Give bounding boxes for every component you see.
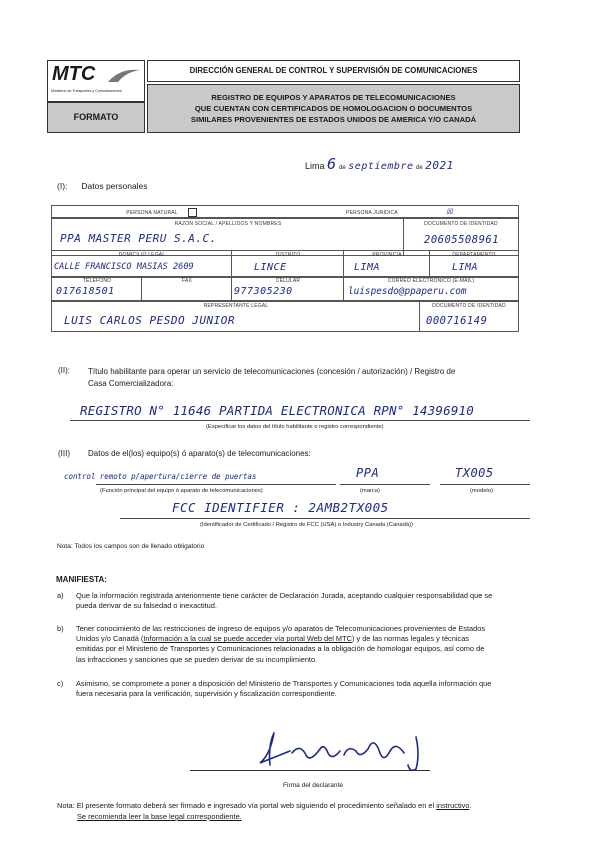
item-c-label: c)	[57, 679, 64, 688]
representante-value: LUIS CARLOS PESDO JUNIOR	[64, 314, 235, 327]
section2-value: REGISTRO N° 11646 PARTIDA ELECTRONICA RPN° 14396910	[80, 403, 475, 418]
date-month: septiembre	[348, 161, 414, 172]
contact-row	[51, 276, 519, 302]
direccion-box	[147, 60, 520, 82]
celular-value: 977305230	[234, 286, 293, 297]
portal-mtc-link[interactable]: Información a la cual se puede acceder vía portal Web del MTC	[143, 634, 352, 644]
mtc-logo: MTC	[52, 63, 96, 85]
persona-natural-checkbox[interactable]	[188, 208, 197, 217]
logo-swoosh-icon	[106, 66, 142, 84]
telefono-value: 017618501	[56, 286, 115, 297]
instructivo-link[interactable]: instructivo	[436, 801, 470, 810]
item-a-label: a)	[57, 591, 64, 600]
form-title: REGISTRO DE EQUIPOS Y APARATOS DE TELECOMUNICACIONES QUE CUENTAN CON CERTIFICADOS DE HOMOLOGACION O DOCUMENTOS SIMILARES PROVENIENTES DE ESTADOS UNIDOS DE AMERICA Y/O CANADÁ	[190, 93, 477, 124]
item-c-text: Asimismo, se compromete a poner a disposición del Ministerio de Transportes y Comunicaciones toda aquella información que fuera necesaria para la verificación, supervisión y fiscalización correspondiente.	[76, 679, 492, 699]
section3-text: Datos de el(los) equipo(s) ó aparato(s) de telecomunicaciones:	[88, 449, 311, 458]
base-legal-link[interactable]: Se recomienda leer la base legal correspondiente.	[77, 812, 242, 821]
fcc-value: FCC IDENTIFIER : 2AMB2TX005	[172, 500, 389, 515]
razon-value: PPA MASTER PERU S.A.C.	[60, 232, 217, 245]
provincia-label: PROVINCIA	[372, 252, 402, 258]
representante-label: REPRESENTANTE LEGAL	[203, 303, 269, 309]
persona-natural-label: PERSONA NATURAL	[126, 210, 178, 216]
domicilio-label: DOMICILIO LEGAL	[118, 252, 166, 258]
doc2-label: DOCUMENTO DE IDENTIDAD	[432, 303, 506, 309]
signature-line	[190, 770, 430, 771]
date-city: Lima	[305, 161, 325, 171]
manifiesta-title: MANIFIESTA:	[56, 575, 107, 584]
departamento-label: DEPARTAMENTO	[452, 252, 496, 258]
funcion-caption: (Función principal del equipo ó aparato de telecomunicaciones)	[100, 488, 263, 494]
date-year: 2021	[425, 159, 454, 172]
distrito-label: DISTRITO	[275, 252, 301, 258]
representante-row	[51, 300, 519, 332]
funcion-underline	[96, 484, 336, 485]
date-line: Lima 6 de septiembre de 2021	[305, 155, 454, 173]
doc-label: DOCUMENTO DE IDENTIDAD	[424, 221, 498, 227]
modelo-underline	[440, 484, 530, 485]
persona-juridica-checkbox[interactable]: ☒	[446, 204, 454, 217]
marca-value: PPA	[356, 466, 380, 480]
fcc-caption: (Identificador de Certificado / Registro de FCC (USA) o Industry Canada (Canadá))	[200, 522, 413, 528]
doc2-value: 000716149	[426, 315, 488, 327]
domicilio-value: CALLE FRANCISCO MASIAS 2609	[54, 262, 194, 272]
direccion-title: DIRECCIÓN GENERAL DE CONTROL Y SUPERVISIÓN DE COMUNICACIONES	[189, 66, 478, 75]
footer-note: Nota: El presente formato deberá ser firmado e ingresado vía portal web siguiendo el procedimiento señalado en el instructivo. Se recomienda leer la base legal correspondiente.	[57, 800, 557, 822]
item-a-text: Que la información registrada anteriormente tiene carácter de Declaración Jurada, aceptando cualquier responsabilidad que se pueda derivar de su falsedad o inexactitud.	[76, 591, 493, 611]
logo-box	[47, 60, 145, 102]
formato-label: FORMATO	[73, 112, 119, 122]
persona-juridica-label: PERSONA JURIDICA	[346, 210, 398, 216]
nota-obligatorio: Nota: Todos los campos son de llenado obligatorio	[57, 543, 205, 550]
persona-row	[51, 205, 519, 218]
telefono-label: TELEFONO	[82, 278, 112, 284]
fax-label: FAX	[181, 278, 193, 284]
celular-label: CELULAR	[275, 278, 301, 284]
logo-subtext: Ministerio de Transportes y Comunicaciones	[51, 89, 122, 93]
correo-label: CORREO ELECTRÓNICO (E-MAIL)	[387, 278, 475, 284]
doc-value: 20605508961	[424, 234, 500, 246]
formato-box	[47, 102, 145, 133]
correo-value: luispesdo@ppaperu.com	[348, 286, 467, 297]
date-day: 6	[327, 155, 337, 173]
section1-heading: (I): Datos personales	[57, 181, 148, 191]
distrito-value: LINCE	[254, 262, 287, 273]
domicilio-row	[51, 250, 519, 278]
marca-underline	[340, 484, 430, 485]
section2-num: (II):	[58, 366, 70, 375]
provincia-value: LIMA	[354, 262, 381, 273]
funcion-value: control remoto p/apertura/cierre de puertas	[64, 472, 257, 481]
signature-image	[240, 725, 460, 775]
modelo-value: TX005	[455, 466, 494, 480]
marca-caption: (marca)	[360, 488, 380, 494]
section3-num: (III)	[58, 449, 70, 458]
item-b-label: b)	[57, 624, 64, 633]
section2-underline	[70, 420, 530, 421]
section2-caption: (Especificar los datos del título habilitante o registro correspondiente)	[206, 424, 384, 430]
razon-label: RAZON SOCIAL / APELLIDOS Y NOMBRES	[174, 221, 282, 227]
title-box	[147, 84, 520, 133]
departamento-value: LIMA	[452, 262, 479, 273]
firma-label: Firma del declarante	[283, 782, 344, 789]
fcc-underline	[120, 518, 530, 519]
modelo-caption: (modelo)	[470, 488, 493, 494]
item-b-text: Tener conocimiento de las restricciones de ingreso de equipos y/o aparatos de Telecomunicaciones provenientes de Estados Unidos y/o Canadá (Información a la cual se puede acceder vía portal Web del MTC) y de las normas legales y técnicas emitidas por el Ministerio de Transportes y Comunicaciones relacionadas a la obligación de homologar equipos, así como de las infracciones y sanciones que se pueden derivar de su incumplimiento.	[76, 624, 486, 664]
section2-text: Título habilitante para operar un servicio de telecomunicaciones (concesión / autorización) / Registro de Casa Comercializadora:	[88, 367, 456, 388]
